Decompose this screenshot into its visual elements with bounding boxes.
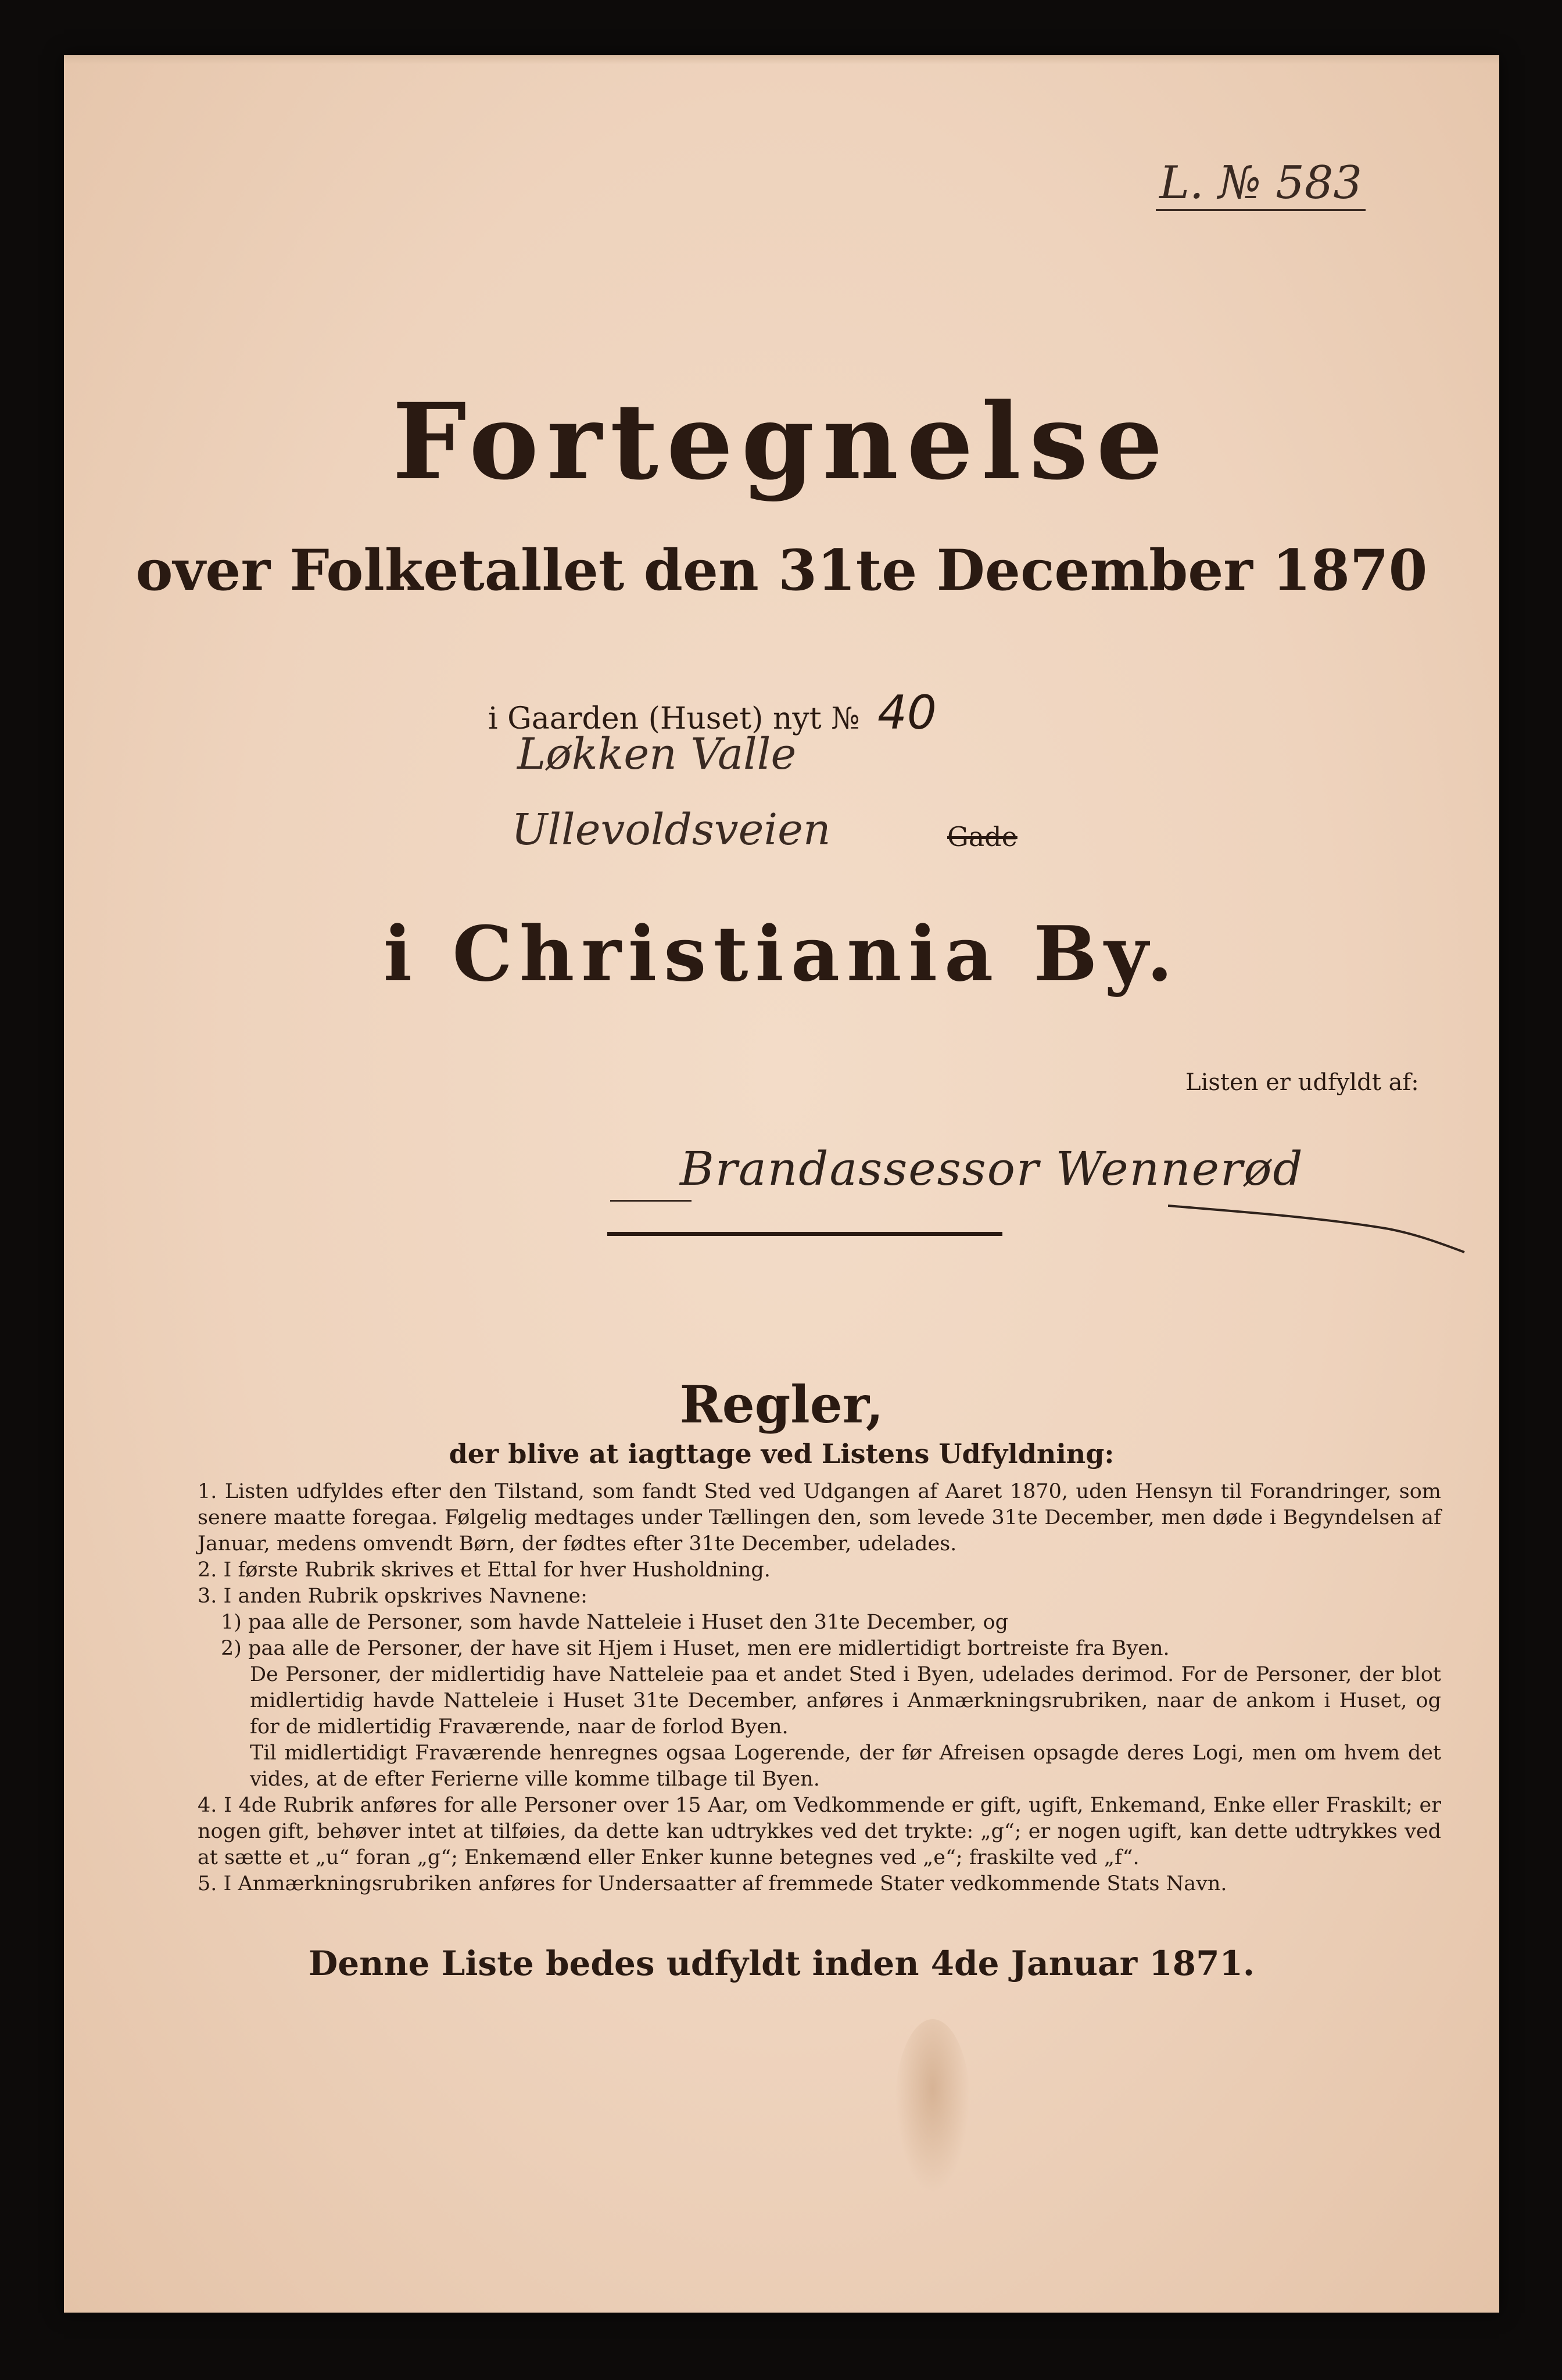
signature-underline <box>610 1200 692 1202</box>
rule-item: 3. I anden Rubrik opskrives Navnene: <box>198 1585 587 1608</box>
rule-item: 4. I 4de Rubrik anføres for alle Personer over 15 Aar, om Vedkommende er gift, ugift, Enkemand, Enke eller Fraskilt; er nogen gift, behøver intet at tilføies, da dette kan udtrykkes ved det trykte: „g“; er nogen ugift, kan dette udtrykkes ved at sætte et „u“ foran „g“; Enkemænd eller Enker kunne betegnes ved „e“; fraskilte ved „f“. <box>198 1794 1441 1869</box>
house-prefix: i Gaarden (Huset) nyt № <box>488 701 860 736</box>
paper-stain <box>895 2019 970 2193</box>
serial-number: L. № 583 <box>1156 157 1366 211</box>
rule-paragraph: De Personer, der midlertidig have Natteleie paa et andet Sted i Byen, udelades derimod. For de Personer, der blot midlertidig havde Natteleie i Huset 31te December, anføres i Anmærkningsrubriken, naar de ankom i Huset, og for de midlertidig Fraværende, naar de forlod Byen. <box>250 1663 1441 1739</box>
handwritten-place: Løkken Valle <box>517 729 797 779</box>
signature-flourish <box>1168 1194 1470 1258</box>
rule-item: 5. I Anmærkningsrubriken anføres for Undersaatter af fremmede Stater vedkommende Stats Navn. <box>198 1872 1227 1895</box>
rules-subheading: der blive at iagttage ved Listens Udfyldning: <box>449 1438 1115 1469</box>
census-form-page <box>64 55 1499 2313</box>
gade-label-struck: Gade <box>947 821 1018 852</box>
rule-item: 1. Listen udfyldes efter den Tilstand, som fandt Sted ved Udgangen af Aaret 1870, uden Hensyn til Forandringer, som senere maatte foregaa. Følgelig medtages under Tællingen den, som levede 31te December, men døde i Begyndelsen af Januar, medens omvendt Børn, der fødtes efter 31te December, udelades. <box>198 1480 1441 1555</box>
rules-heading: Regler, <box>679 1374 884 1435</box>
rule-paragraph: Til midlertidigt Fraværende henregnes ogsaa Logerende, der før Afreisen opsagde deres Logi, men om hvem det vides, at de efter Ferierne ville komme tilbage til Byen. <box>250 1741 1441 1791</box>
form-subtitle: over Folketallet den 31te December 1870 <box>135 537 1428 603</box>
city-line: i Christiania By. <box>383 909 1180 998</box>
rules-list <box>198 1479 1441 1897</box>
handwritten-street: Ullevoldsveien <box>511 805 831 855</box>
divider-rule <box>607 1232 1002 1236</box>
filled-by-label: Listen er udfyldt af: <box>1185 1069 1419 1096</box>
form-title: Fortegnelse <box>392 381 1171 503</box>
deadline-footer: Denne Liste bedes udfyldt inden 4de Januar 1871. <box>308 1944 1255 1983</box>
rule-subitem: 1) paa alle de Personer, som havde Natteleie i Huset den 31te December, og <box>221 1611 1009 1634</box>
rule-item: 2. I første Rubrik skrives et Ettal for hver Husholdning. <box>198 1558 771 1582</box>
house-number: 40 <box>877 686 937 740</box>
signature: Brandassessor Wennerød <box>680 1142 1304 1196</box>
rule-subitem: 2) paa alle de Personer, der have sit Hjem i Huset, men ere midlertidigt bortreiste fra Byen. <box>221 1637 1170 1660</box>
